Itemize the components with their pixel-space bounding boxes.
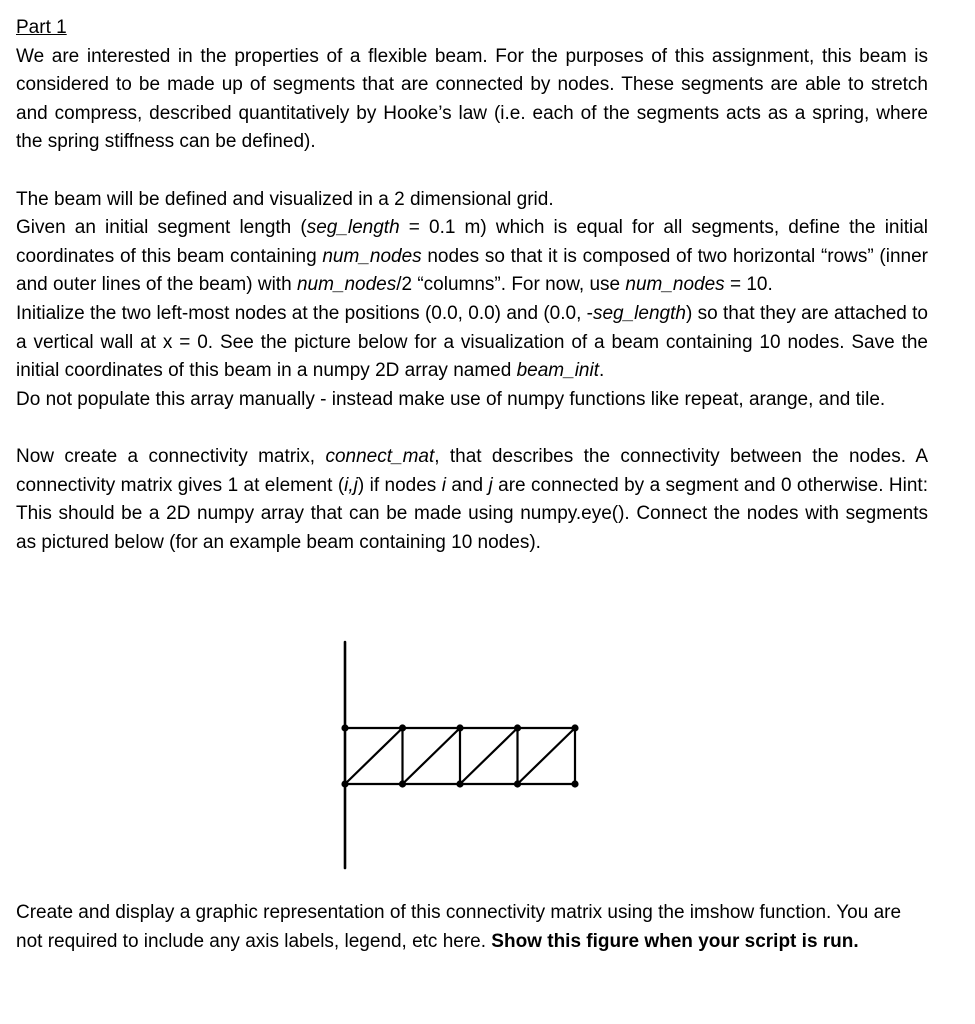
- beam-figure: [330, 636, 590, 876]
- coordinates-paragraph: Given an initial segment length (seg_length = 0.1 m) which is equal for all segments, define the initial coordinates of this beam containing num_nodes nodes so that it is composed of two horizontal “rows” (inner and outer lines of the beam) with num_nodes/2 “columns”. For now, use num_nodes = 10.: [16, 217, 928, 296]
- intro-paragraph: We are interested in the properties of a flexible beam. For the purposes of this assignment, this beam is considered to be made up of segments that are connected by nodes. These segments are able to stretch and compress, described quantitatively by Hooke’s law (i.e. each of the segments acts as a spring, where the spring stiffness can be defined).: [16, 45, 928, 153]
- top-node: [341, 724, 348, 731]
- numpy-instruction: Do not populate this array manually - instead make use of numpy functions like repeat, arange, and tile.: [16, 388, 886, 410]
- assignment-text: [16, 14, 928, 557]
- section-heading: Part 1: [16, 17, 67, 38]
- diagonal-segment: [518, 728, 576, 784]
- bottom-node: [456, 780, 463, 787]
- grid-sentence: The beam will be defined and visualized in a 2 dimensional grid.: [16, 188, 554, 210]
- diagonal-segment: [460, 728, 518, 784]
- bottom-node: [399, 780, 406, 787]
- bottom-node: [514, 780, 521, 787]
- connectivity-paragraph: Now create a connectivity matrix, connect_mat, that describes the connectivity between the nodes. A connectivity matrix gives 1 at element (i,j) if nodes i and j are connected by a segment and 0 otherwise. Hint: This should be a 2D numpy array that can be made using numpy.eye(). Connect the nodes with segments as pictured below (for an example beam containing 10 nodes).: [16, 445, 928, 553]
- bottom-node: [571, 780, 578, 787]
- top-node: [571, 724, 578, 731]
- beam-diagram: [330, 636, 590, 876]
- show-figure-note: Show this figure when your script is run.: [491, 930, 859, 952]
- diagonal-segment: [403, 728, 461, 784]
- diagonal-segment: [345, 728, 403, 784]
- top-node: [399, 724, 406, 731]
- imshow-instruction: Create and display a graphic representation of this connectivity matrix using the imshow function. You are not required to include any axis labels, legend, etc here. Show this figure when your script is run.: [16, 902, 902, 952]
- top-node: [456, 724, 463, 731]
- initialize-paragraph: Initialize the two left-most nodes at the positions (0.0, 0.0) and (0.0, -seg_length) so that they are attached to a vertical wall at x = 0. See the picture below for a visualization of a beam containing 10 nodes. Save the initial coordinates of this beam in a numpy 2D array named beam_init.: [16, 302, 928, 382]
- top-node: [514, 724, 521, 731]
- bottom-node: [341, 780, 348, 787]
